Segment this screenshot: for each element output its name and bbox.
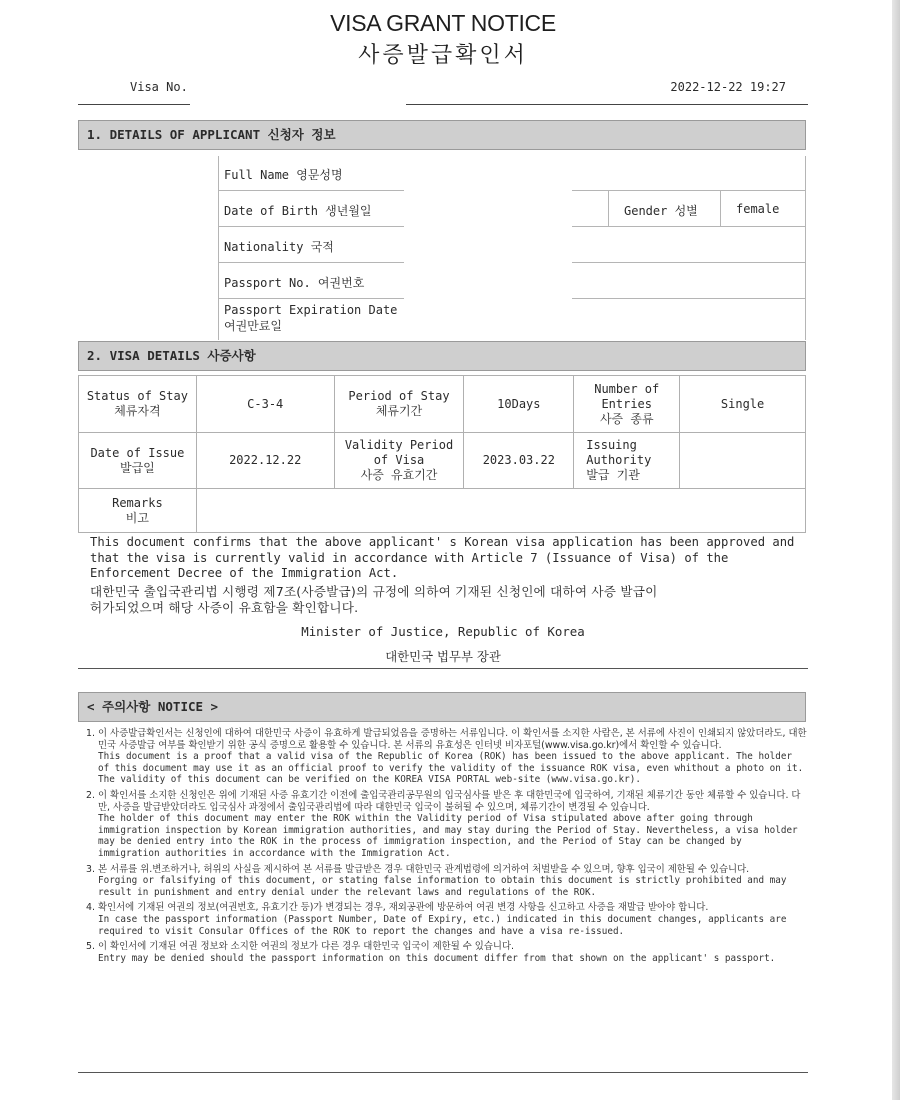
issuing-authority-value bbox=[680, 433, 806, 489]
visa-no-label: Visa No. bbox=[130, 80, 188, 94]
validity-period-label: Validity Period of Visa 사증 유효기간 bbox=[334, 433, 464, 489]
issuing-minister-ko: 대한민국 법무부 장관 bbox=[385, 649, 501, 664]
col-divider bbox=[218, 156, 219, 340]
nationality-label: Nationality 국적 bbox=[224, 240, 334, 254]
entries-value: Single bbox=[680, 376, 806, 433]
col-divider bbox=[805, 156, 806, 340]
issuing-authority-label: Issuing Authority 발급 기관 bbox=[574, 433, 680, 489]
dob-label: Date of Birth 생년월일 bbox=[224, 204, 372, 218]
notice-item: 1. 이 사증발급확인서는 신청인에 대하여 대한민국 사증이 유효하게 발급되었음을 증명하는 서류입니다. 이 확인서를 소지한 사람은, 본 서류에 사진이 인쇄되지 않았더라도, 대한민국 사증발급 여부를 확인받기 위한 공식 증명으로 활용할 수 있습니다. 본 서류의 유효성은 인터넷 비자포털(www.visa.go.kr)에서 확인할 수 있습니다. This document is a proof that a valid visa of the Republic of Korea (ROK) has been issued to the above applicant. The holder of this document may use it as an official proof to verify the validity of the issuance ROK visa, even whithout a photo on it. The validity of this document can be verified on the KOREA VISA PORTAL web-site (www.visa.go.kr). bbox=[86, 728, 807, 786]
period-of-stay-label: Period of Stay 체류기간 bbox=[334, 376, 464, 433]
notice-item: 4. 확인서에 기재된 여권의 정보(여권번호, 유효기간 등)가 변경되는 경우, 재외공관에 방문하여 여권 변경 사항을 신고하고 사증을 재발급 받아야 합니다. In case the passport information (Passport Number, Date of Expiry, etc.) indicated in this document changes, applicants are required to visit Consular Offices of the ROK to report the changes and have a visa re-issued. bbox=[86, 902, 787, 937]
section-visa-details-heading: 2. VISA DETAILS 사증사항 bbox=[78, 341, 806, 371]
issuing-minister-en: Minister of Justice, Republic of Korea bbox=[301, 624, 585, 639]
page-edge-shadow bbox=[892, 0, 900, 1100]
confirmation-text-en: This document confirms that the above applicant' s Korean visa application has been approved and that the visa is currently valid in accordance with Article 7 (Issuance of Visa) of the Enforcement Decree of the Immigration Act. bbox=[90, 535, 795, 580]
period-of-stay-value: 10Days bbox=[464, 376, 574, 433]
gender-label: Gender 성별 bbox=[624, 204, 698, 218]
validity-period-value: 2023.03.22 bbox=[464, 433, 574, 489]
gender-value: female bbox=[736, 202, 780, 216]
confirmation-text-ko: 대한민국 출입국관리법 시행령 제7조(사증발급)의 규정에 의하여 기재된 신청인에 대하여 사증 발급이 허가되었으며 해당 사증이 유효함을 확인합니다. bbox=[90, 584, 658, 615]
passport-exp-label bbox=[224, 302, 397, 334]
passport-no-label: Passport No. 여권번호 bbox=[224, 276, 365, 290]
remarks-label: Remarks 비고 bbox=[79, 489, 197, 533]
passport-exp-label-en: Passport Expiration Date bbox=[224, 303, 398, 317]
col-divider bbox=[720, 190, 721, 226]
footer-divider bbox=[78, 1072, 808, 1073]
confirmation-divider bbox=[78, 668, 808, 669]
notice-item: 3. 본 서류를 위.변조하거나, 허위의 사실을 제시하여 본 서류를 발급받은 경우 대한민국 관계법령에 의거하여 처벌받을 수 있으며, 향후 입국이 제한될 수 있습니다. Forging or falsifying of this document, or stating false information to obtain this document is strictly prohibited and may result in punishment and entry denial under the relevant laws and regulations of the ROK. bbox=[86, 863, 787, 898]
status-of-stay-label: Status of Stay 체류자격 bbox=[79, 376, 197, 433]
notice-item: 2. 이 확인서를 소지한 신청인은 위에 기재된 사증 유효기간 이전에 출입국관리공무원의 입국심사를 받은 후 대한민국에 입국하여, 기재된 체류기간 동안 체류할 수 있습니다. 다만, 사증을 발급받았더라도 입국심사 과정에서 출입국관리법에 따라 대한민국 입국이 불허될 수 있으며, 체류기간이 변경될 수 있습니다. The holder of this document may enter the ROK within the Validity period of Visa stipulated above after going through immigration inspection by Korean immigration authorities, and may stay during the Period of Stay. Nevertheless, a visa holder may be denied entry into the ROK in the process of immigration inspection, and the Period of Stay can be changed by immigration authorities in accordance with the Immigration Act. bbox=[86, 789, 801, 859]
entries-label: Number of Entries 사증 종류 bbox=[574, 376, 680, 433]
full-name-label: Full Name 영문성명 bbox=[224, 168, 343, 182]
visa-no-underline-right bbox=[406, 104, 808, 105]
remarks-value bbox=[196, 489, 805, 533]
visa-details-table bbox=[78, 375, 806, 533]
notice-heading: < 주의사항 NOTICE > bbox=[78, 692, 806, 722]
issued-datetime: 2022-12-22 19:27 bbox=[670, 80, 786, 94]
document-title-ko: 사증발급확인서 bbox=[358, 43, 528, 68]
passport-exp-label-ko: 여권만료일 bbox=[224, 319, 282, 333]
date-of-issue-label: Date of Issue 발급일 bbox=[79, 433, 197, 489]
status-of-stay-value: C-3-4 bbox=[196, 376, 334, 433]
notice-item: 5. 이 확인서에 기재된 여권 정보와 소지한 여권의 정보가 다른 경우 대한민국 입국이 제한될 수 있습니다. Entry may be denied should the passport information on this document differ from that shown on the applicant' s passport. bbox=[86, 941, 776, 964]
notice-list bbox=[86, 728, 808, 968]
visa-no-underline-left bbox=[78, 104, 190, 105]
col-divider bbox=[608, 190, 609, 226]
date-of-issue-value: 2022.12.22 bbox=[196, 433, 334, 489]
section-applicant-heading: 1. DETAILS OF APPLICANT 신청자 정보 bbox=[78, 120, 806, 150]
redaction-mask bbox=[404, 153, 572, 343]
document-title-en: VISA GRANT NOTICE bbox=[330, 10, 556, 36]
